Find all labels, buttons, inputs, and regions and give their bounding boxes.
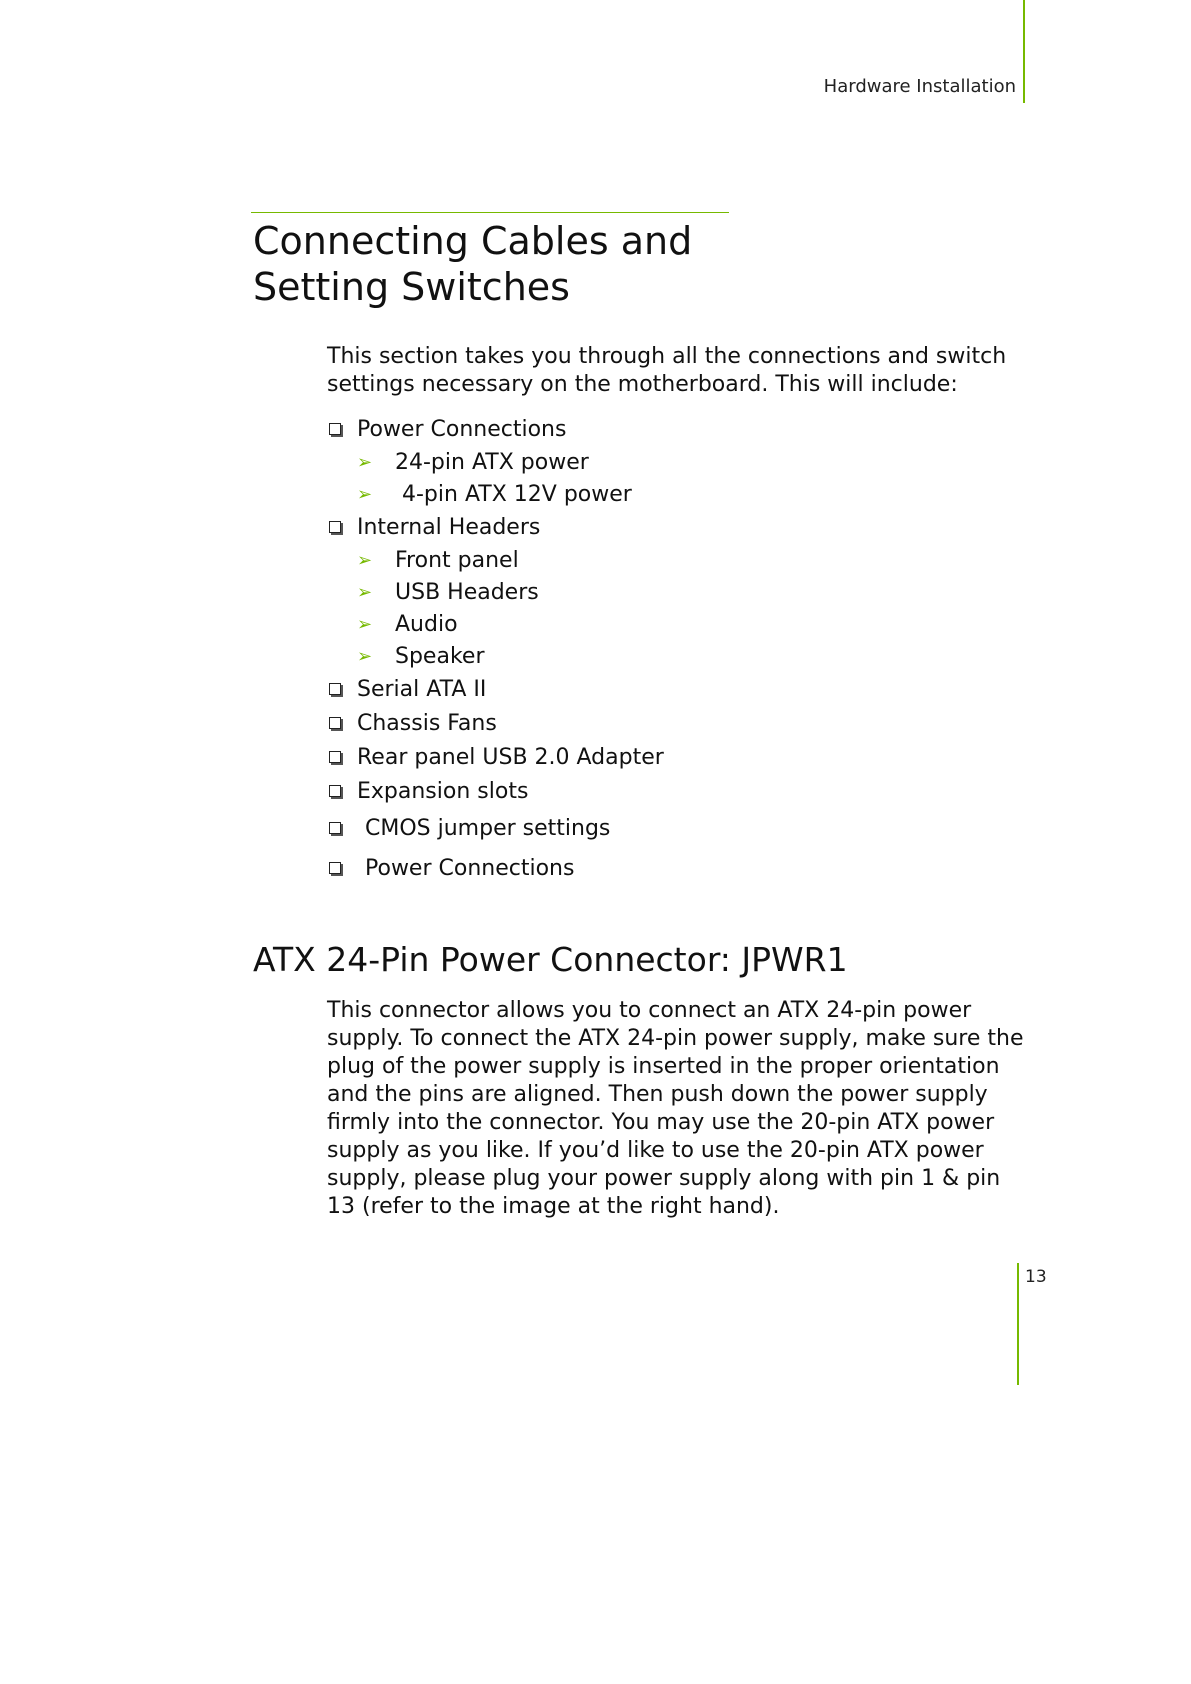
title-rule — [251, 212, 729, 213]
section-title-line1: Connecting Cables and — [253, 219, 693, 263]
section-intro: This section takes you through all the connections and switch settings necessary on the motherboard. This will include: — [327, 344, 1007, 397]
checkbox-bullet-icon — [329, 822, 341, 834]
checkbox-bullet-icon — [329, 717, 341, 729]
section-title-line2: Setting Switches — [253, 265, 570, 309]
checkbox-bullet-icon — [329, 683, 341, 695]
list-item — [327, 640, 1027, 672]
list-item-label: CMOS jumper settings — [365, 815, 611, 841]
checkbox-bullet-icon — [329, 751, 341, 763]
topic-list — [327, 412, 1027, 888]
arrow-bullet-icon: ➢ — [357, 549, 373, 571]
list-item — [327, 576, 1027, 608]
checkbox-bullet-icon — [329, 521, 341, 533]
arrow-bullet-icon: ➢ — [357, 451, 373, 473]
list-item-label: Internal Headers — [357, 514, 541, 540]
list-item — [327, 608, 1027, 640]
list-item-label: Chassis Fans — [357, 710, 497, 736]
list-item — [327, 774, 1027, 808]
header-accent-bar — [1023, 0, 1025, 103]
list-item — [327, 412, 1027, 446]
list-item — [327, 740, 1027, 774]
checkbox-bullet-icon — [329, 785, 341, 797]
list-item-label: Serial ATA II — [357, 676, 487, 702]
list-item — [327, 848, 1027, 888]
list-item-label: Power Connections — [357, 416, 567, 442]
subsection-body: This connector allows you to connect an ATX 24-pin power supply. To connect the ATX 24-pin power supply, make sure the plug of the power supply is inserted in the proper orientation and the pins are aligned. Then push down the power supply firmly into the connector. You may use the 20-pin ATX power supply as you like. If you’d like to use the 20-pin ATX power supply, please plug your power supply along with pin 1 & pin 13 (refer to the image at the right hand). — [327, 998, 1024, 1219]
checkbox-bullet-icon — [329, 862, 341, 874]
list-item — [327, 808, 1027, 848]
list-item-label: 24-pin ATX power — [395, 449, 589, 475]
list-item-label: USB Headers — [395, 579, 539, 605]
list-item — [327, 478, 1027, 510]
list-item — [327, 446, 1027, 478]
footer-accent-bar — [1017, 1263, 1019, 1385]
arrow-bullet-icon: ➢ — [357, 483, 373, 505]
list-item-label: Rear panel USB 2.0 Adapter — [357, 744, 664, 770]
subsection-title: ATX 24-Pin Power Connector: JPWR1 — [253, 940, 848, 979]
page-number: 13 — [1025, 1267, 1047, 1287]
arrow-bullet-icon: ➢ — [357, 645, 373, 667]
list-item — [327, 672, 1027, 706]
list-item-label: 4-pin ATX 12V power — [395, 481, 632, 507]
section-title — [253, 218, 773, 310]
arrow-bullet-icon: ➢ — [357, 613, 373, 635]
running-header: Hardware Installation — [823, 76, 1016, 97]
list-item — [327, 544, 1027, 576]
list-item — [327, 706, 1027, 740]
list-item-label: Audio — [395, 611, 458, 637]
list-item — [327, 510, 1027, 544]
list-item-label: Front panel — [395, 547, 519, 573]
list-item-label: Speaker — [395, 643, 485, 669]
checkbox-bullet-icon — [329, 423, 341, 435]
list-item-label: Power Connections — [365, 855, 575, 881]
list-item-label: Expansion slots — [357, 778, 529, 804]
arrow-bullet-icon: ➢ — [357, 581, 373, 603]
